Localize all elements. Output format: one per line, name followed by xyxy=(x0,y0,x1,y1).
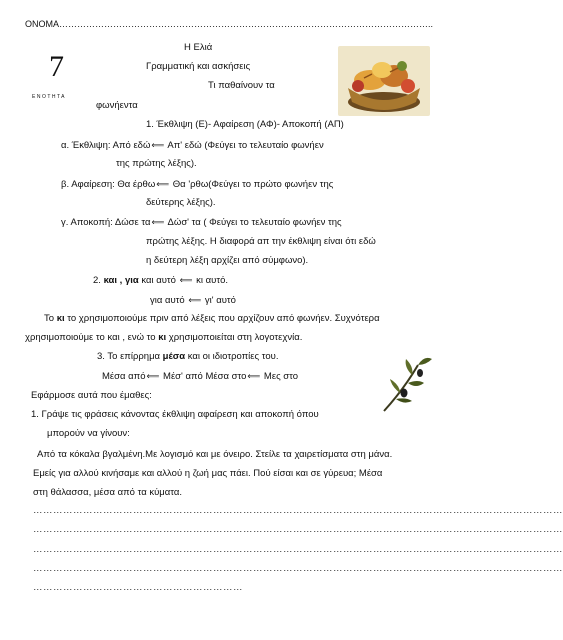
rule-line-1 xyxy=(44,313,380,325)
gia-text-a: για αυτό xyxy=(150,295,188,306)
unit-label: ΕΝΟΤΗΤΑ xyxy=(32,94,67,100)
answer-line[interactable]: …………………………………………………………………………………………………………………………………………… xyxy=(33,544,563,555)
arrow-left-icon: ⟸ xyxy=(179,275,193,285)
olive-branch-icon xyxy=(378,353,438,415)
ekthlipsi-line xyxy=(61,139,324,152)
question-1-line-1: 1. Γράψε τις φράσεις κάνοντας έκθλιψη αφαίρεση και αποκοπή όπου xyxy=(31,409,319,420)
ekthlipsi-text-b: Απ' εδώ (Φεύγει το τελευταίο φωνήεν xyxy=(165,140,324,151)
arrow-left-icon: ⟸ xyxy=(188,295,202,305)
answer-line[interactable]: …………………………………………………………………………………………………………………………………………… xyxy=(33,524,563,535)
gia-line xyxy=(150,294,236,307)
exercise-text-1: Από τα κόκαλα βγαλμένη.Με λογισμό και με όνειρο. Στείλε τα χαιρετίσματα στη μάνα. xyxy=(37,449,393,460)
rule2-a: χρησιμοποιούμε το και , ενώ το xyxy=(25,332,159,343)
mesa-examples xyxy=(102,370,298,383)
afairesi-line-2: δεύτερης λέξης). xyxy=(146,197,216,208)
arrow-left-icon: ⟸ xyxy=(146,371,160,381)
exercise-text-2: Εμείς για αλλού κινήσαμε και αλλού η ζωή μας πάει. Πού είσαι και σε γύρευα; Μέσα xyxy=(33,468,383,479)
bread-basket-icon xyxy=(336,42,432,120)
kai-gia-text-a: και αυτό xyxy=(138,275,179,286)
exercise-text-3: στη θάλασσα, μέσα από τα κύματα. xyxy=(33,487,182,498)
answer-line-short[interactable]: ……………………………………………………… xyxy=(33,582,243,593)
title-line-1: Η Ελιά xyxy=(184,42,213,53)
answer-line[interactable]: …………………………………………………………………………………………………………………………………………… xyxy=(33,563,563,574)
arrow-left-icon: ⟸ xyxy=(156,179,170,189)
answer-line[interactable]: …………………………………………………………………………………………………………………………………………… xyxy=(33,505,563,516)
title-line-4: φωνήεντα xyxy=(96,100,138,111)
arrow-left-icon: ⟸ xyxy=(151,140,165,150)
gia-text-b: γι' αυτό xyxy=(202,295,236,306)
mesa-bold: μέσα xyxy=(162,351,186,362)
title-line-3: Τι παθαίνουν τα xyxy=(208,80,275,91)
afairesi-text-b: Θα 'ρθω(Φεύγει το πρώτο φωνήεν της xyxy=(170,179,334,190)
section1-heading: 1. Έκθλιψη (Ε)- Αφαίρεση (ΑΦ)- Αποκοπή (ΑΠ) xyxy=(146,119,344,130)
exercise-intro: Εφάρμοσε αυτά που έμαθες: xyxy=(31,390,152,401)
rule2-c: χρησιμοποιείται στη λογοτεχνία. xyxy=(166,332,303,343)
arrow-left-icon: ⟸ xyxy=(151,217,165,227)
apokopi-text-b: Δώσ' τα ( Φεύγει το τελευταίο φωνήεν της xyxy=(165,217,342,228)
name-line: ΟΝΟΜΑ…………………………………………………………………………………………………………….. xyxy=(25,19,434,29)
kai-gia-text-b: κι αυτό. xyxy=(193,275,229,286)
mesa-pre: 3. Το επίρρημα xyxy=(97,351,163,362)
apokopi-line-2: πρώτης λέξης. Η διαφορά απ την έκθλιψη είναι ότι εδώ xyxy=(146,236,376,247)
mesa-post: και οι ιδιοτροπίες του. xyxy=(185,351,279,362)
ekthlipsi-line-2: της πρώτης λέξης). xyxy=(116,158,197,169)
mesa-ex-c: Μες στο xyxy=(261,371,299,382)
afairesi-line xyxy=(61,178,333,191)
afairesi-text-a: β. Αφαίρεση: Θα έρθω xyxy=(61,179,156,190)
kai-gia-line xyxy=(93,274,228,287)
apokopi-text-a: γ. Αποκοπή: Δώσε τα xyxy=(61,217,151,228)
mesa-ex-a: Μέσα από xyxy=(102,371,146,382)
mesa-ex-b: Μέσ' από Μέσα στο xyxy=(160,371,247,382)
question-1-line-2: μπορούν να γίνουν: xyxy=(47,428,130,439)
section2-num: 2. xyxy=(93,275,104,286)
unit-number: 7 xyxy=(49,50,64,83)
rule-line-2 xyxy=(25,332,302,344)
arrow-left-icon: ⟸ xyxy=(247,371,261,381)
title-line-2: Γραμματική και ασκήσεις xyxy=(146,61,251,72)
mesa-heading xyxy=(97,351,278,363)
apokopi-line xyxy=(61,216,342,229)
rule1-b: κι xyxy=(56,313,65,324)
apokopi-line-3: η δεύτερη λέξη αρχίζει από σύμφωνο). xyxy=(146,255,309,266)
ekthlipsi-text-a: α. Έκθλιψη: Από εδώ xyxy=(61,140,151,151)
rule1-c: το χρησιμοποιούμε πριν από λέξεις που αρχίζουν από φωνήεν. Συχνότερα xyxy=(64,313,380,324)
rule2-b: κι xyxy=(158,332,167,343)
rule1-a: Το xyxy=(44,313,57,324)
section2-bold: και , για xyxy=(103,275,139,286)
